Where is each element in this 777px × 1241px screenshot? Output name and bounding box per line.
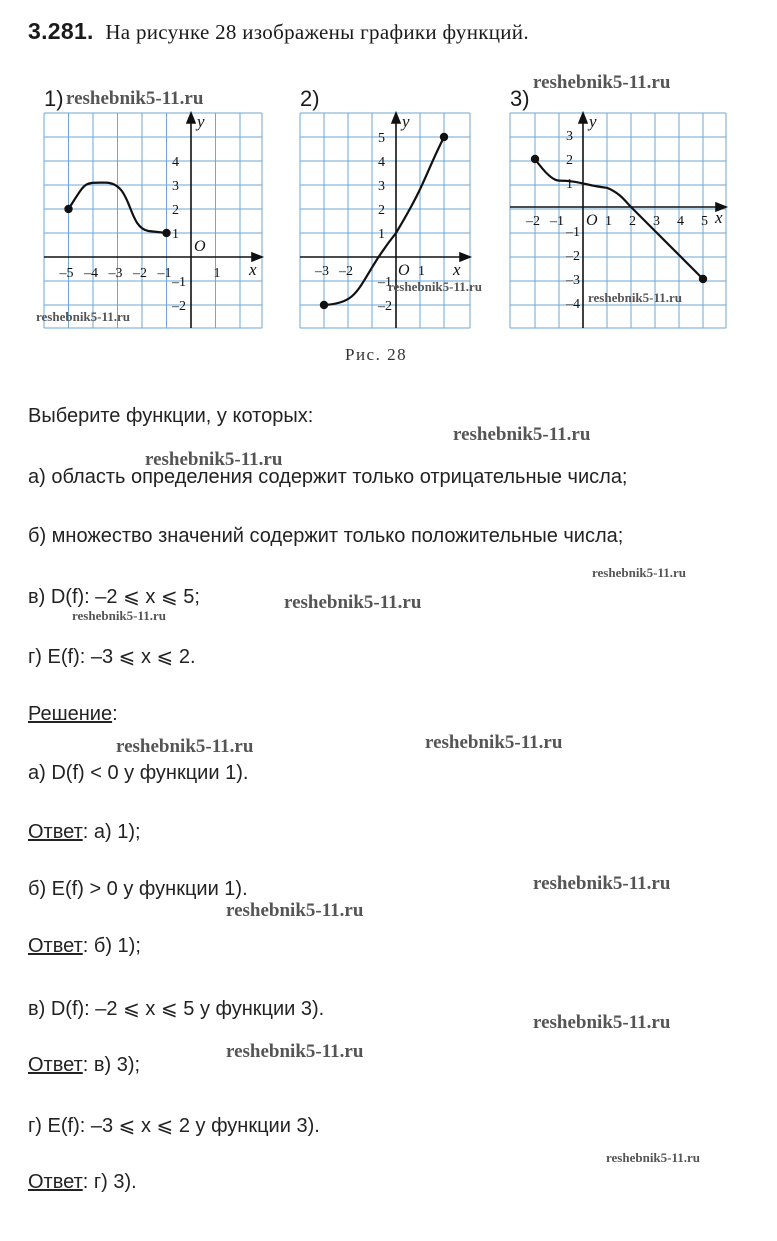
question-b: б) множество значений содержит только положительные числа; [28,525,624,547]
answer-a-value: : а) 1); [82,821,141,843]
graph-3-y-tick-label: –2 [566,249,580,264]
question-c: в) D(f): –2 ⩽ x ⩽ 5; [28,586,200,608]
graph-1-x-tick-label: –4 [84,266,98,281]
graph-1-y-tick-label: –2 [172,299,186,314]
answer-c [28,1054,140,1077]
graph-1-x-tick-label: –2 [133,266,147,281]
answer-d [28,1171,137,1194]
graph-3-origin: O [586,212,598,229]
watermark: reshebnik5-11.ru [116,736,254,757]
graph-1-y-tick-label: –1 [172,275,186,290]
graph-1-origin: O [194,238,206,255]
watermark: reshebnik5-11.ru [226,1041,364,1062]
graph1-label: 1) [44,86,64,111]
solution-b: б) E(f) > 0 у функции 1). [28,878,248,900]
graph-2-y-arrow [392,113,400,123]
graph-2-x-tick-label: 1 [418,264,425,279]
graph-2-x-tick-label: –2 [339,264,353,279]
graph-3-y-tick-label: 3 [566,129,573,144]
watermark: reshebnik5-11.ru [72,608,167,623]
graph-1-x-tick-label: 1 [213,266,221,281]
answer-d-word: Ответ [28,1171,83,1193]
watermark: reshebnik5-11.ru [606,1150,701,1165]
solution-heading [28,703,118,726]
solution-heading-colon: : [112,703,118,725]
graph-3-end-point [699,275,707,283]
problem-header [28,18,529,45]
graph-1 [44,113,262,328]
graph-2-y-tick-label: 2 [378,203,385,218]
graph-2-y-label: y [402,112,410,131]
watermark: reshebnik5-11.ru [533,1012,671,1033]
question-intro: Выберите функции, у которых: [28,405,314,427]
graph-2-grid [300,113,470,328]
graph-3-y-tick-label: 1 [566,177,573,192]
solution-d: г) E(f): –3 ⩽ x ⩽ 2 у функции 3). [28,1115,320,1137]
watermark: reshebnik5-11.ru [36,309,131,324]
graph-3-y-tick-label: –3 [566,273,580,288]
watermark: reshebnik5-11.ru [425,732,563,753]
graph-1-x-label: x [249,260,257,279]
graph-1-y-tick-label: 2 [172,203,179,218]
answer-c-word: Ответ [28,1054,83,1076]
graph-1-start-point [64,205,72,213]
graph-3-x-tick-label: 5 [701,214,708,229]
graph-1-y-tick-label: 1 [172,227,179,242]
graph-2-x-arrow [460,253,470,261]
graph-2-y-tick-label: –1 [378,275,392,290]
graph-1-x-tick-label: –1 [157,266,172,281]
graph-1-grid [44,113,262,328]
watermark: reshebnik5-11.ru [388,279,483,294]
watermark: reshebnik5-11.ru [588,290,683,305]
graph-3-x-tick-label: –2 [526,214,540,229]
graph-3-start-point [531,155,539,163]
watermark: reshebnik5-11.ru [226,900,364,921]
answer-a-word: Ответ [28,821,83,843]
graph-3-x-tick-label: 3 [653,214,660,229]
graph-2 [300,113,470,328]
graph-2-y-tick-label: 3 [378,179,385,194]
watermark: reshebnik5-11.ru [592,565,687,580]
graph-3-y-tick-label: –1 [566,225,580,240]
watermark: reshebnik5-11.ru [145,449,283,470]
graph-1-y-tick-label: 4 [172,155,179,170]
graph-3-y-tick-label: –4 [566,297,580,312]
graph-2-start-point [320,301,328,309]
graph3-label: 3) [510,86,530,111]
graph-2-y-tick-label: –2 [378,299,392,314]
solution-c: в) D(f): –2 ⩽ x ⩽ 5 у функции 3). [28,998,325,1020]
graph-2-x-label: x [453,260,461,279]
answer-b-word: Ответ [28,935,83,957]
graph-2-x-tick-label: –3 [315,264,329,279]
watermark: reshebnik5-11.ru [533,72,671,93]
graph-3-y-label: y [589,112,597,131]
graph-3-y-arrow [579,113,587,123]
graph2-label: 2) [300,86,320,111]
graph-3-x-tick-label: –1 [550,214,564,229]
graph-2-y-tick-label: 4 [378,155,385,170]
graph-1-end-point [162,229,170,237]
graph-1-y-label: y [197,112,205,131]
question-d: г) E(f): –3 ⩽ x ⩽ 2. [28,646,196,668]
figure-caption: Рис. 28 [345,345,408,364]
problem-statement: На рисунке 28 изображены графики функций. [105,20,529,44]
answer-d-value: : г) 3). [82,1171,137,1193]
answer-b-value: : б) 1); [82,935,141,957]
graph-3-x-tick-label: 4 [677,214,684,229]
watermark: reshebnik5-11.ru [66,88,204,109]
answer-a [28,821,141,844]
question-a: а) область определения содержит только отрицательные числа; [28,466,628,488]
graph-1-y-tick-label: 3 [172,179,179,194]
watermark: reshebnik5-11.ru [284,592,422,613]
graph-2-y-tick-label: 5 [378,131,385,146]
watermark: reshebnik5-11.ru [533,873,671,894]
graph-2-end-point [440,133,448,141]
problem-number: 3.281. [28,18,94,44]
graph-2-origin: O [398,262,410,279]
graph-3-y-tick-label: 2 [566,153,573,168]
answer-b [28,935,141,958]
watermark: reshebnik5-11.ru [453,424,591,445]
answer-c-value: : в) 3); [82,1054,141,1076]
graph-1-x-tick-label: –3 [108,266,123,281]
graph-3-x-label: x [715,208,723,227]
graph-3-x-tick-label: 2 [629,214,636,229]
graph-1-y-arrow [187,113,195,123]
graph-2-y-tick-label: 1 [378,227,385,242]
graph-1-x-tick-label: –5 [59,266,74,281]
graph-3-x-tick-label: 1 [605,214,612,229]
solution-a: а) D(f) < 0 у функции 1). [28,762,249,784]
solution-heading-word: Решение [28,703,113,725]
